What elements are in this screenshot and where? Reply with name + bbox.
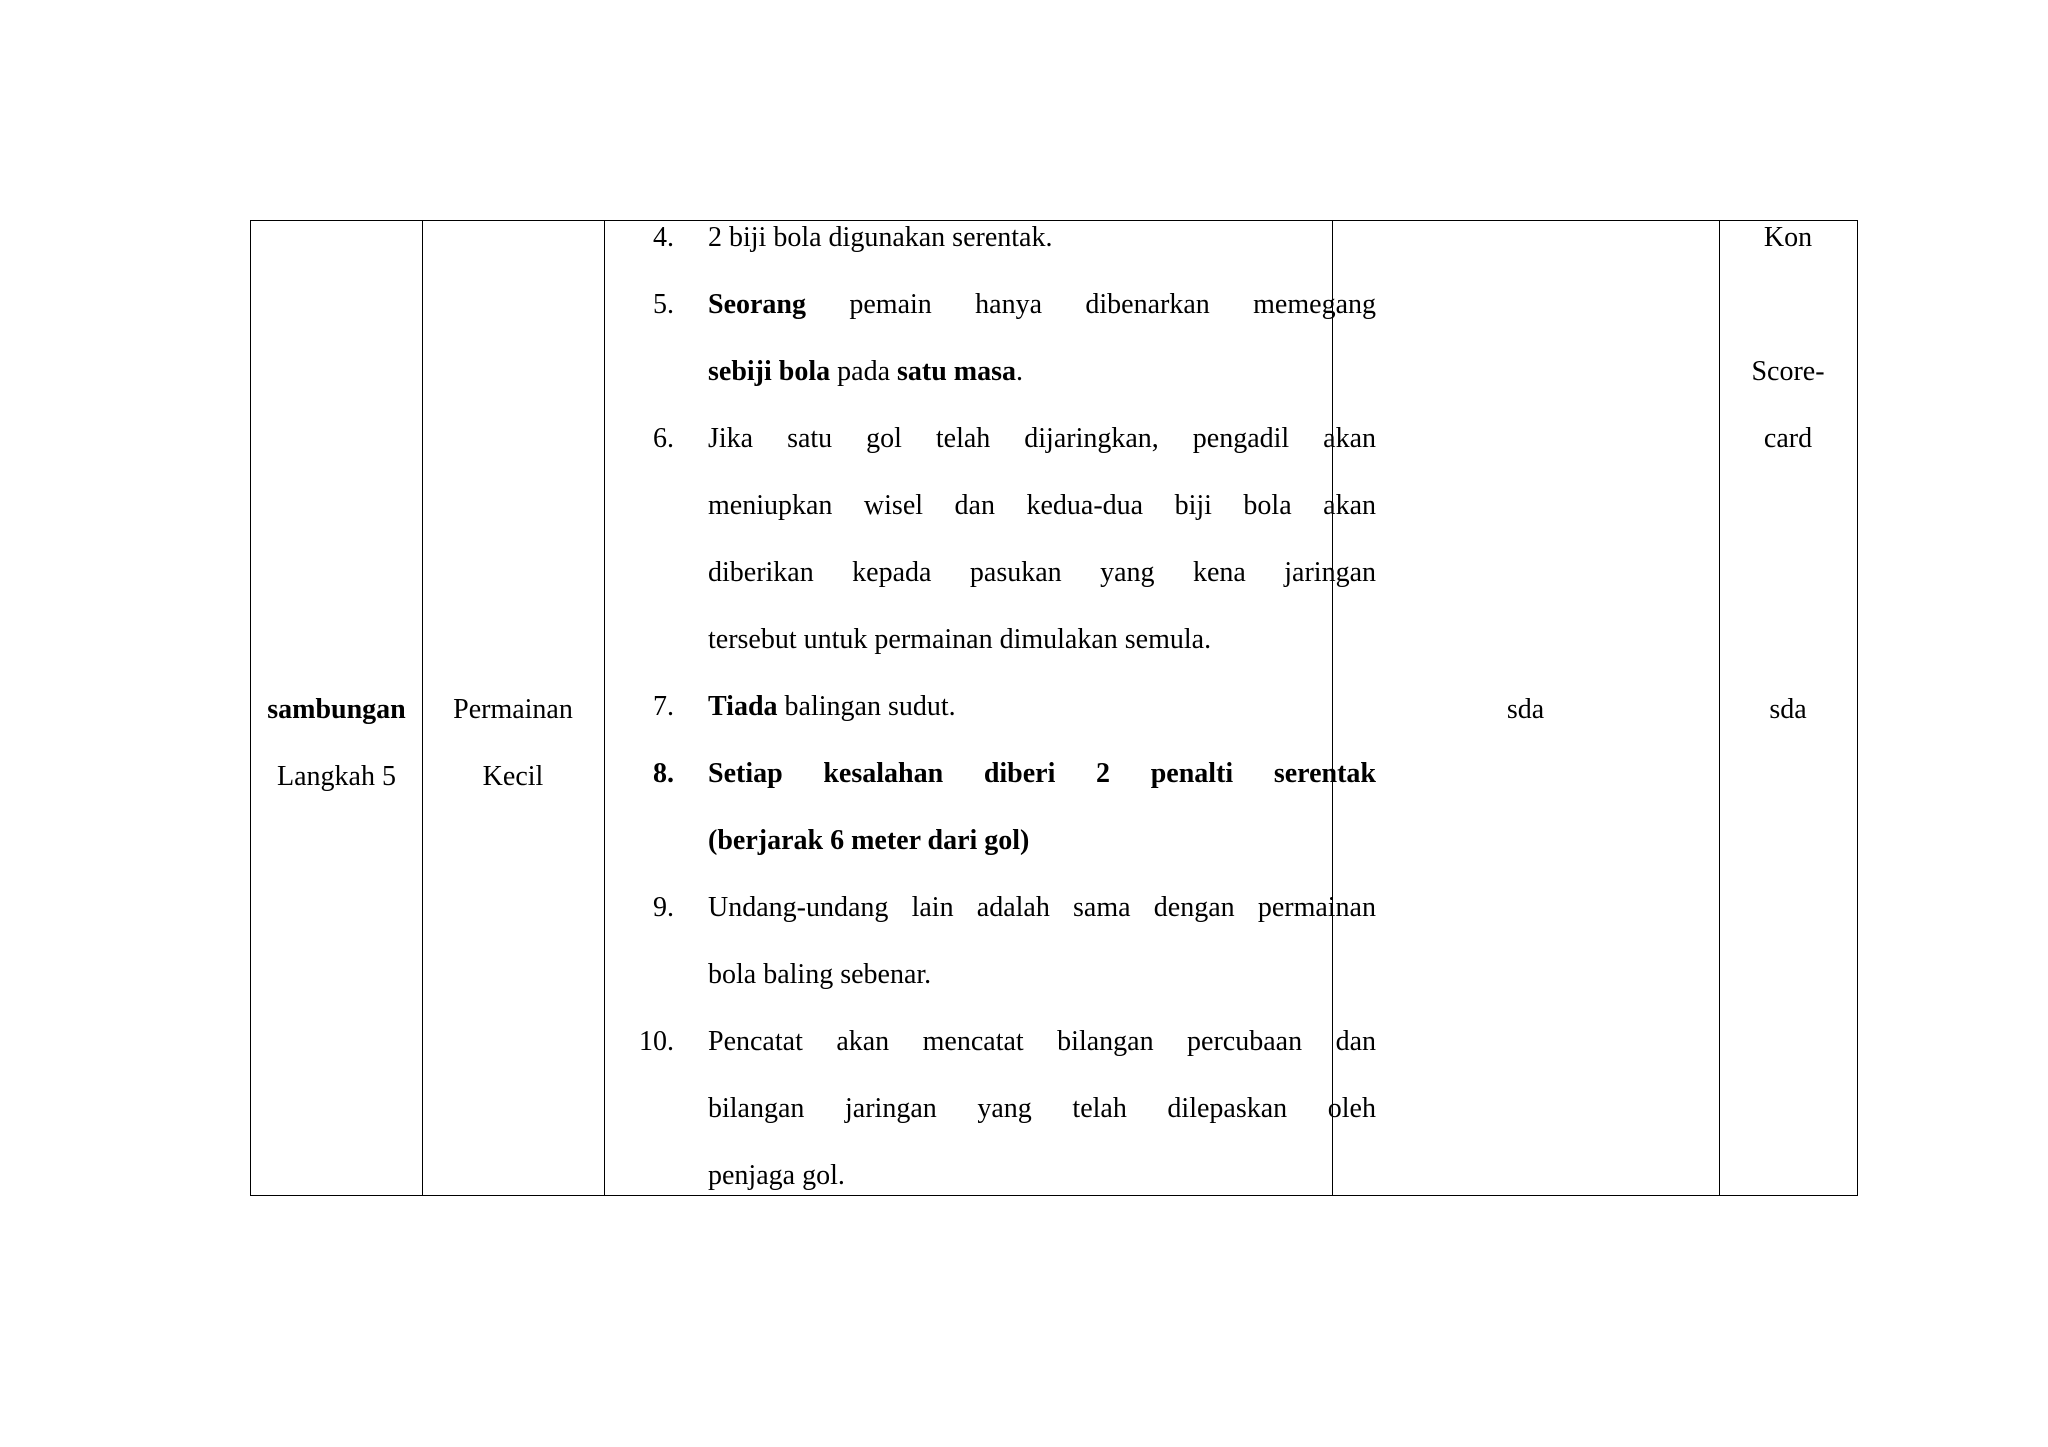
list-line: meniupkan wisel dan kedua-dua biji bola akan	[708, 490, 1376, 521]
list-number: 8.	[653, 758, 674, 789]
assessment-label-2: Score-	[1751, 356, 1825, 387]
list-number: 6.	[653, 423, 674, 454]
list-line: bola baling sebenar.	[708, 959, 932, 990]
list-number: 10.	[639, 1026, 674, 1057]
list-line: (berjarak 6 meter dari gol)	[708, 825, 1030, 856]
list-number: 4.	[653, 222, 674, 253]
list-line: Pencatat akan mencatat bilangan percubaan dan	[708, 1026, 1376, 1057]
lesson-table	[250, 220, 1858, 1196]
list-line: bilangan jaringan yang telah dilepaskan oleh	[708, 1093, 1376, 1124]
assessment-value: sda	[1769, 694, 1807, 725]
list-line: Setiap kesalahan diberi 2 penalti serentak	[708, 758, 1376, 789]
list-line: diberikan kepada pasukan yang kena jaringan	[708, 557, 1376, 588]
list-line: Jika satu gol telah dijaringkan, pengadil akan	[708, 423, 1376, 454]
step-label: Langkah 5	[277, 761, 396, 792]
list-line: Seorang pemain hanya dibenarkan memegang	[708, 289, 1376, 320]
step-label-bold: sambungan	[267, 694, 406, 725]
list-line: 2 biji bola digunakan serentak.	[708, 222, 1053, 253]
list-line: Tiada balingan sudut.	[708, 691, 956, 722]
list-line: sebiji bola pada satu masa.	[708, 356, 1024, 387]
list-line: penjaga gol.	[708, 1160, 845, 1191]
list-number: 9.	[653, 892, 674, 923]
resource-value: sda	[1506, 694, 1545, 725]
list-number: 5.	[653, 289, 674, 320]
list-line: Undang-undang lain adalah sama dengan permainan	[708, 892, 1376, 923]
assessment-label: Kon	[1763, 222, 1813, 253]
list-number: 7.	[653, 691, 674, 722]
assessment-label-3: card	[1763, 423, 1813, 454]
activity-label-2: Kecil	[482, 761, 544, 792]
list-line: tersebut untuk permainan dimulakan semula.	[708, 624, 1212, 655]
activity-label: Permainan	[453, 694, 573, 725]
rules-column	[604, 221, 1376, 1195]
